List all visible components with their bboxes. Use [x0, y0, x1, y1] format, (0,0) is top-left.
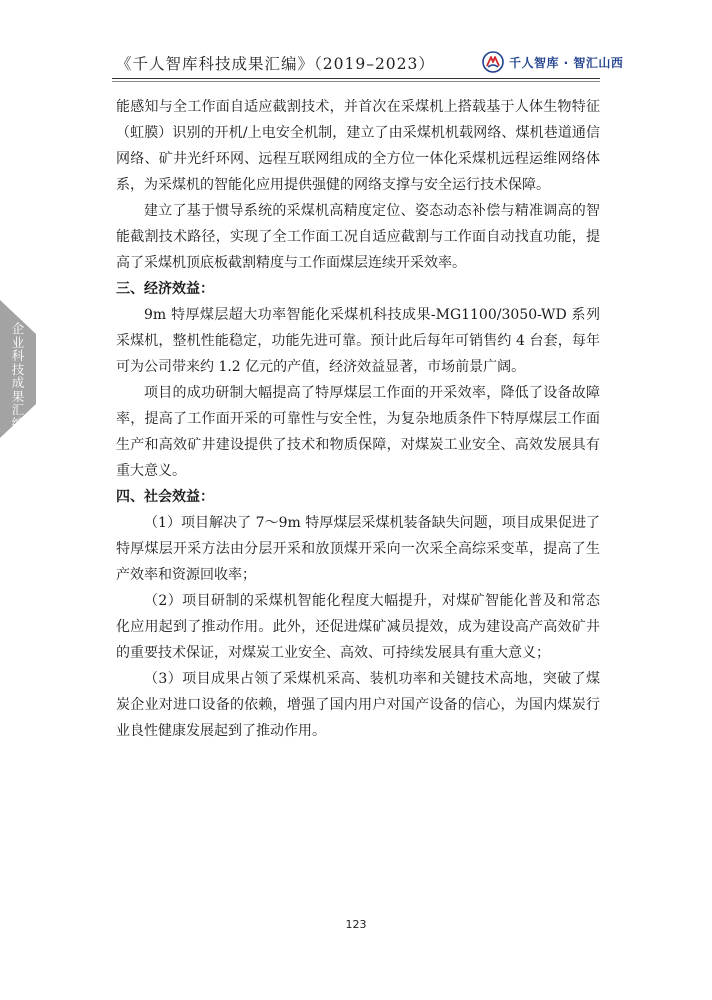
paragraph: 建立了基于惯导系统的采煤机高精度定位、姿态动态补偿与精准调高的智能截割技术路径，实现了全工作面工况自适应截割与工作面自动找直功能，提高了采煤机顶底板截割精度与工作面煤层连续开采效率。 — [116, 203, 600, 271]
brand-logo-icon — [482, 51, 504, 73]
side-tab-label: 企业科技成果汇编 — [11, 321, 25, 431]
main-content — [116, 94, 600, 744]
brand-text: 千人智库 · 智汇山西 — [509, 55, 624, 70]
list-item: （1）项目解决了 7～9m 特厚煤层采煤机装备缺失问题，项目成果促进了特厚煤层开采方法由分层开采和放顶煤开采向一次采全高综采变革，提高了生产效率和资源回收率； — [116, 515, 600, 583]
header-title: 《千人智库科技成果汇编》（2019–2023） — [116, 55, 435, 73]
section-heading-social: 四、社会效益： — [116, 489, 214, 505]
paragraph: 9m 特厚煤层超大功率智能化采煤机科技成果-MG1100/3050-WD 系列采煤机，整机性能稳定，功能先进可靠。预计此后每年可销售约 4 台套，每年可为公司带来约 1.2 亿元的产值，经济效益显著，市场前景广阔。 — [116, 307, 600, 375]
list-item: （3）项目成果占领了采煤机采高、装机功率和关键技术高地，突破了煤炭企业对进口设备的依赖，增强了国内用户对国产设备的信心，为国内煤炭行业良性健康发展起到了推动作用。 — [116, 671, 600, 739]
header-divider — [112, 78, 600, 79]
paragraph: 项目的成功研制大幅提高了特厚煤层工作面的开采效率，降低了设备故障率，提高了工作面开采的可靠性与安全性，为复杂地质条件下特厚煤层工作面生产和高效矿井建设提供了技术和物质保障，对煤炭工业安全、高效发展具有重大意义。 — [116, 385, 600, 479]
header-divider-secondary — [112, 81, 600, 82]
page-number: 123 — [345, 918, 367, 931]
side-tab — [0, 300, 44, 438]
paragraph: 能感知与全工作面自适应截割技术，并首次在采煤机上搭载基于人体生物特征（虹膜）识别的开机/上电安全机制，建立了由采煤机机载网络、煤机巷道通信网络、矿井光纤环网、远程互联网组成的全方位一体化采煤机远程运维网络体系，为采煤机的智能化应用提供强健的网络支撑与安全运行技术保障。 — [116, 99, 600, 193]
list-item: （2）项目研制的采煤机智能化程度大幅提升，对煤矿智能化普及和常态化应用起到了推动作用。此外，还促进煤矿减员提效，成为建设高产高效矿井的重要技术保证，对煤炭工业安全、高效、可持续发展具有重大意义； — [116, 593, 600, 661]
brand — [482, 50, 623, 74]
section-heading-economic: 三、经济效益： — [116, 281, 214, 297]
